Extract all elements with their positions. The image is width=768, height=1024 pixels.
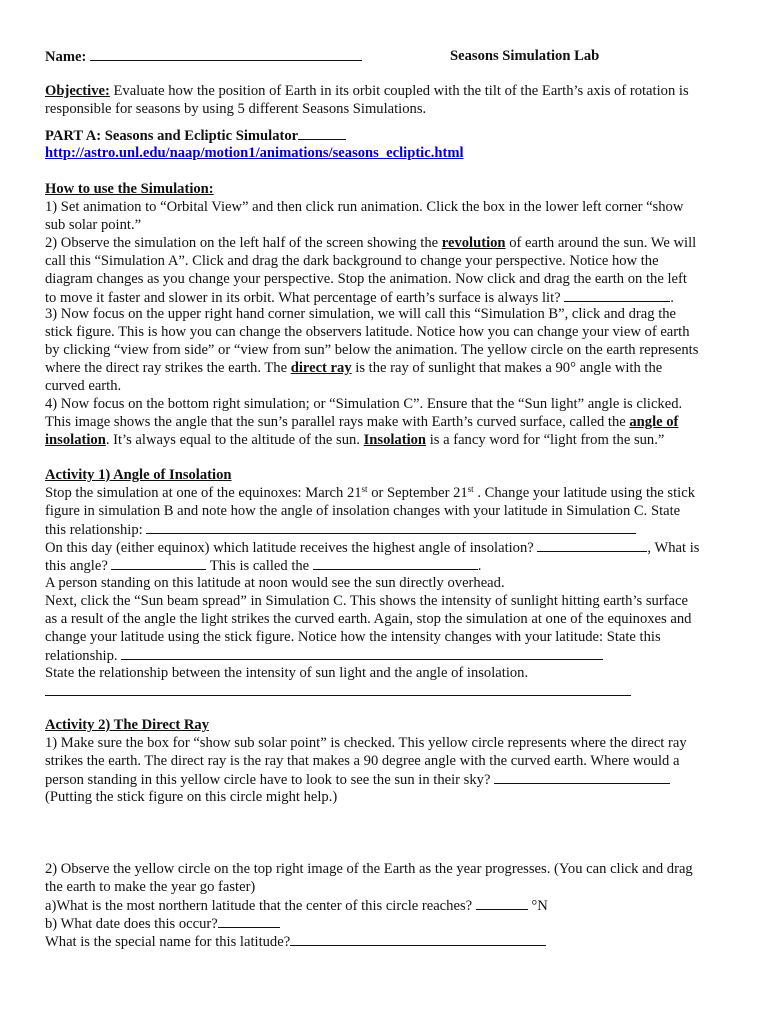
- activity-2-q1-line-1: 1) Make sure the box for “show sub solar point” is checked. This yellow circle represents where the direct ray: [45, 735, 687, 751]
- latitude-name-field[interactable]: [290, 932, 546, 946]
- activity-1-line-6: A person standing on this latitude at noon would see the sun directly overhead.: [45, 575, 505, 591]
- angle-field[interactable]: [111, 556, 206, 570]
- objective-line-1: Objective: Evaluate how the position of Earth in its orbit coupled with the tilt of the Earth’s axis of rotation is: [45, 83, 689, 99]
- activity-1-line-10: relationship.: [45, 646, 603, 665]
- activity-1-line-1: Stop the simulation at one of the equinoxes: March 21st or September 21st . Change your latitude using the stick: [45, 484, 695, 501]
- activity-1-line-7: Next, click the “Sun beam spread” in Simulation C. This shows the intensity of sunlight hitting earth’s surface: [45, 593, 688, 609]
- activity-1-line-8: as a result of the angle the light strikes the curved earth. Again, stop the simulation at one of the equinoxes and: [45, 611, 692, 627]
- activity-1-line-11: State the relationship between the intensity of sun light and the angle of insolation.: [45, 665, 529, 681]
- activity-1-line-4: On this day (either equinox) which latitude receives the highest angle of insolation? , What is: [45, 540, 700, 556]
- step-4-line-1: 4) Now focus on the bottom right simulation; or “Simulation C”. Ensure that the “Sun light” angle is clicked.: [45, 396, 683, 412]
- step-4-line-3: insolation. It’s always equal to the altitude of the sun. Insolation is a fancy word for “light from the sun.”: [45, 432, 665, 448]
- how-to-heading: How to use the Simulation:: [45, 181, 214, 197]
- intensity-angle-answer-field[interactable]: [45, 682, 631, 696]
- activity-1-answer-line: [45, 682, 631, 701]
- page-title: Seasons Simulation Lab: [450, 48, 600, 64]
- look-direction-field[interactable]: [494, 770, 670, 784]
- percent-lit-field[interactable]: [564, 288, 670, 302]
- date-field[interactable]: [218, 914, 280, 928]
- step-4-line-2: This image shows the angle that the sun’s parallel rays make with Earth’s curved surface, called the angle of: [45, 414, 679, 430]
- activity-1-line-9: change your latitude using the stick figure. Notice how the intensity changes with your latitude: State this: [45, 629, 661, 645]
- activity-2-q1-line-2: strikes the earth. The direct ray is the ray that makes a 90 degree angle with the curved earth. Where would a: [45, 753, 680, 769]
- part-a-heading: PART A: Seasons and Ecliptic Simulator: [45, 126, 346, 145]
- activity-1-line-5: this angle? This is called the .: [45, 558, 482, 574]
- step-1-line-2: sub solar point.”: [45, 217, 142, 233]
- simulation-link[interactable]: http://astro.unl.edu/naap/motion1/animations/seasons_ecliptic.html: [45, 145, 464, 161]
- called-field[interactable]: [313, 556, 478, 570]
- step-2-line-3: diagram changes as you change your perspective. Stop the animation. Now click and drag the earth on the left: [45, 271, 687, 287]
- activity-2-q2-line-1: 2) Observe the yellow circle on the top right image of the Earth as the year progresses. (You can click and drag: [45, 861, 693, 877]
- insolation-relationship-field[interactable]: [146, 520, 636, 534]
- name-line: [45, 47, 362, 66]
- step-3-line-1: 3) Now focus on the upper right hand corner simulation, we will call this “Simulation B”, click and drag the: [45, 306, 677, 322]
- intensity-relationship-field[interactable]: [121, 646, 603, 660]
- activity-2-q2-line-2: the earth to make the year go faster): [45, 879, 256, 895]
- objective-line-2: responsible for seasons by using 5 different Seasons Simulations.: [45, 101, 427, 117]
- step-2-line-2: call this “Simulation A”. Click and drag the dark background to change your perspective. Notice how the: [45, 253, 659, 269]
- step-3-line-2: stick figure. This is how you can change the observers latitude. Notice how you can change your view of earth: [45, 324, 690, 340]
- objective-label: Objective:: [45, 83, 110, 99]
- activity-1-line-2: figure in simulation B and note how the angle of insolation changes with your latitude in Simulation C. State: [45, 503, 681, 519]
- step-3-line-3: by clicking “view from side” or “view from sun” below the animation. The yellow circle on the earth represents: [45, 342, 699, 358]
- step-2-line-1: 2) Observe the simulation on the left half of the screen showing the revolution of earth around the sun. We will: [45, 235, 697, 251]
- northern-latitude-field[interactable]: [476, 896, 528, 910]
- activity-2-heading: Activity 2) The Direct Ray: [45, 717, 210, 733]
- activity-2-q1-line-4: (Putting the stick figure on this circle might help.): [45, 789, 338, 805]
- step-3-line-5: curved earth.: [45, 378, 122, 394]
- name-label: Name:: [45, 49, 87, 65]
- activity-1-line-3: this relationship:: [45, 520, 636, 539]
- activity-1-heading: Activity 1) Angle of Insolation: [45, 467, 232, 483]
- activity-2-q2b: b) What date does this occur?: [45, 914, 280, 933]
- step-3-line-4: where the direct ray strikes the earth. The direct ray is the ray of sunlight that makes a 90° angle with the: [45, 360, 663, 376]
- name-field[interactable]: [90, 47, 362, 61]
- step-1-line-1: 1) Set animation to “Orbital View” and then click run animation. Click the box in the lower left corner “show: [45, 199, 684, 215]
- activity-2-q2a: a)What is the most northern latitude that the center of this circle reaches? °N: [45, 898, 548, 914]
- activity-2-q1-line-3: person standing in this yellow circle have to look to see the sun in their sky?: [45, 770, 670, 789]
- highest-latitude-field[interactable]: [537, 538, 647, 552]
- step-2-line-4: to move it faster and slower in its orbit. What percentage of earth’s surface is always lit? .: [45, 290, 674, 306]
- activity-2-q2c: What is the special name for this latitude?: [45, 932, 546, 951]
